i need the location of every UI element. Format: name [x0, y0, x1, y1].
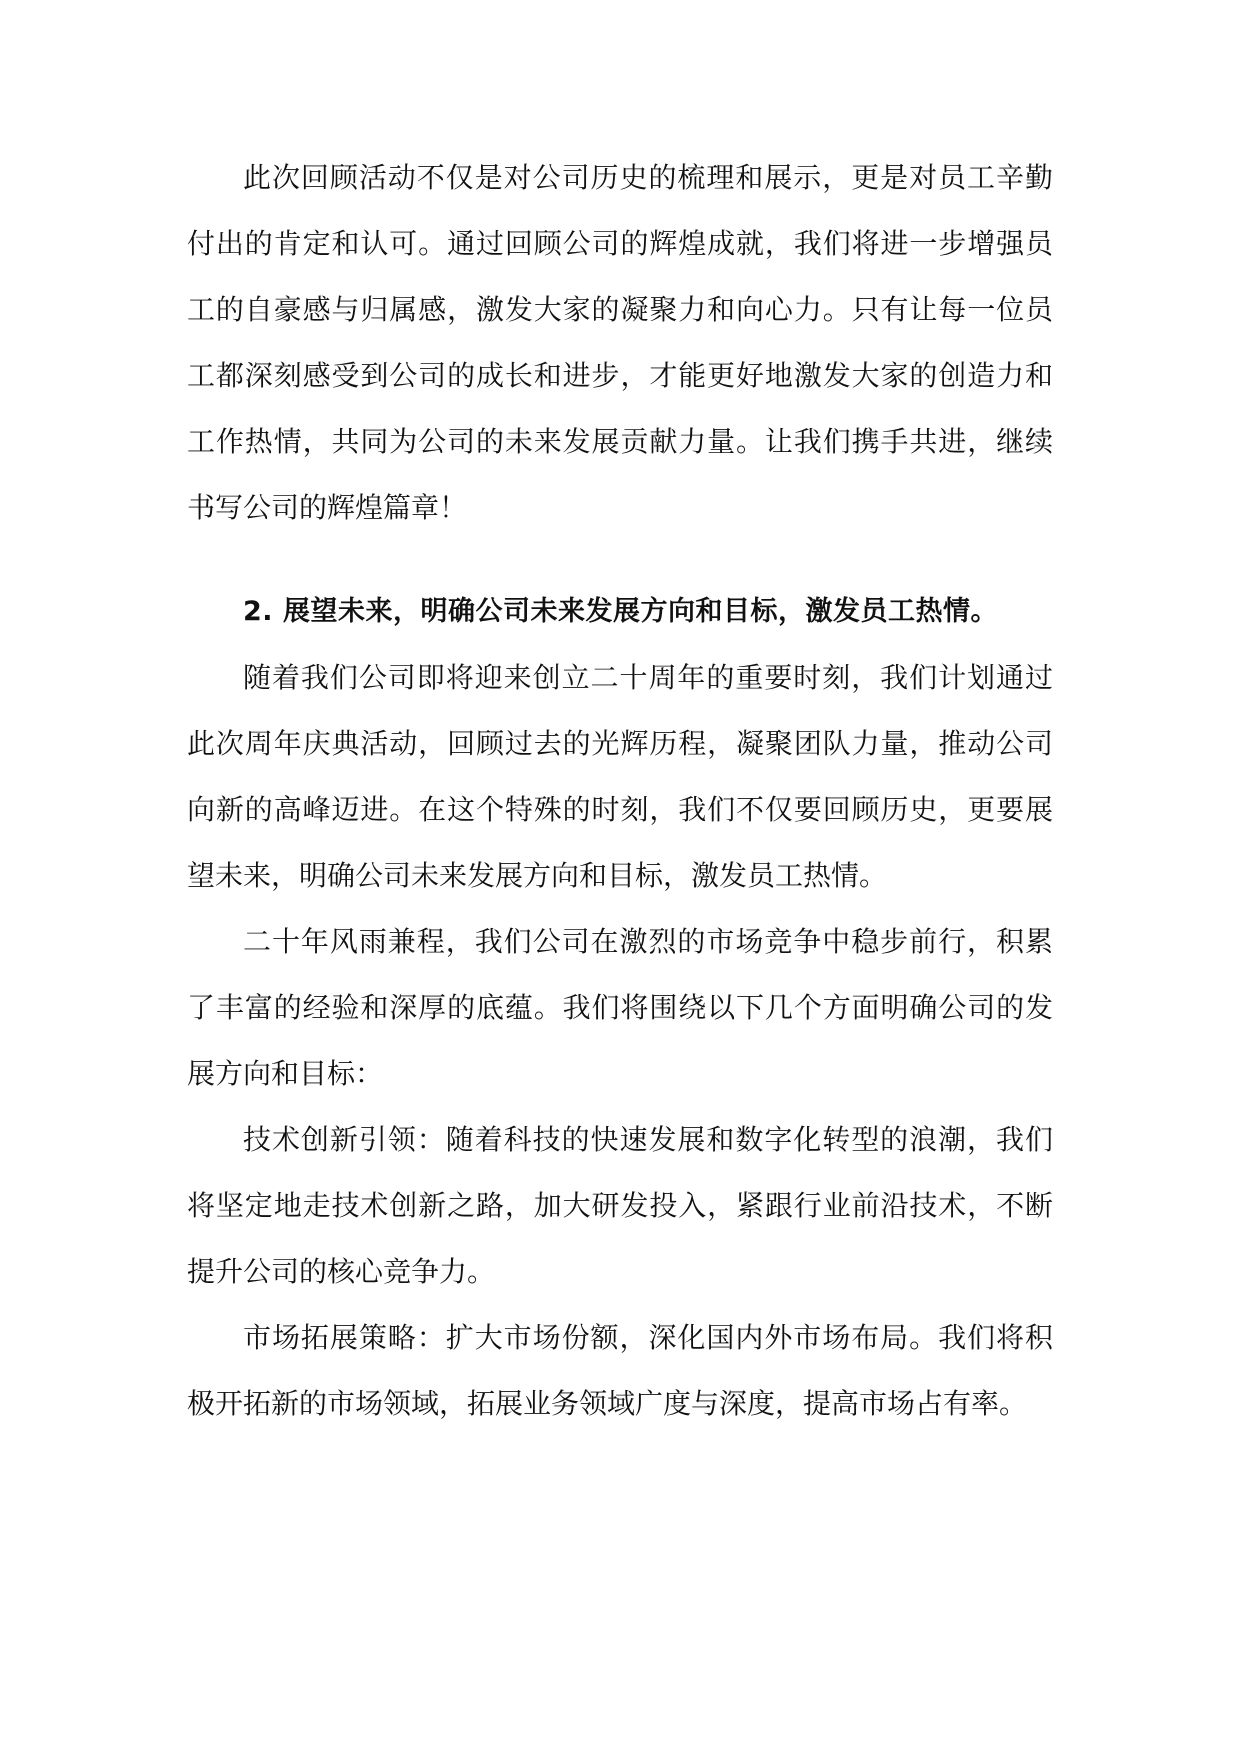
paragraph: 随着我们公司即将迎来创立二十周年的重要时刻，我们计划通过此次周年庆典活动，回顾过去的光辉历程，凝聚团队力量，推动公司向新的高峰迈进。在这个特殊的时刻，我们不仅要回顾历史，更要展望未来，明确公司未来发展方向和目标，激发员工热情。	[187, 661, 1053, 892]
paragraph: 此次回顾活动不仅是对公司历史的梳理和展示，更是对员工辛勤付出的肯定和认可。通过回顾公司的辉煌成就，我们将进一步增强员工的自豪感与归属感，激发大家的凝聚力和向心力。只有让每一位员工都深刻感受到公司的成长和进步，才能更好地激发大家的创造力和工作热情，共同为公司的未来发展贡献力量。让我们携手共进，继续书写公司的辉煌篇章！	[187, 161, 1053, 524]
document-body	[187, 145, 1053, 1437]
paragraph: 技术创新引领：随着科技的快速发展和数字化转型的浪潮，我们将坚定地走技术创新之路，加大研发投入，紧跟行业前沿技术，不断提升公司的核心竞争力。	[187, 1123, 1053, 1288]
section-heading	[187, 579, 1053, 645]
section-number: 2.	[243, 596, 274, 627]
section-heading-text: 展望未来，明确公司未来发展方向和目标，激发员工热情。	[283, 596, 999, 627]
paragraph: 二十年风雨兼程，我们公司在激烈的市场竞争中稳步前行，积累了丰富的经验和深厚的底蕴。我们将围绕以下几个方面明确公司的发展方向和目标：	[187, 925, 1053, 1090]
paragraph: 市场拓展策略：扩大市场份额，深化国内外市场布局。我们将积极开拓新的市场领域，拓展业务领域广度与深度，提高市场占有率。	[187, 1321, 1053, 1420]
